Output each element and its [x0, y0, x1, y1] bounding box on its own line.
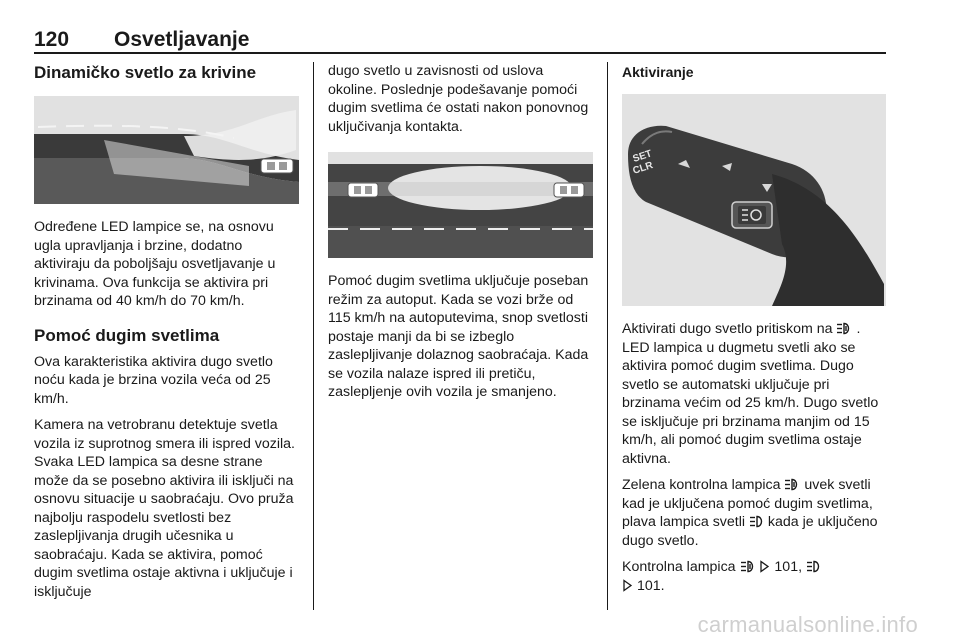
page-header [34, 22, 886, 52]
highway-mode-illustration [328, 152, 593, 258]
text-green-c: kada je uključeno dugo svetlo. [622, 514, 878, 549]
section-heading-activation: Aktiviranje [622, 64, 694, 80]
column-1 [34, 62, 299, 609]
paragraph-camera-detection: Kamera na vetrobranu detektuje svetla vozila iz suprotnog smera ili ispred vozila. Svaka LED lampica sa desne strane može da se posebno aktivira ili isključi na osnovu situacije u saobraćaju. Ovo pruža najbolju raspodelu svetlosti bez zaslepljivanja drugih učesnika u saobraćaju. Kada se aktivira, pomoć dugim svetlima ostaje aktivna i uključuje i isključuje [34, 417, 296, 600]
page-number: 120 [34, 28, 70, 51]
paragraph-indicator-reference: Kontrolna lampica 101, 101. [622, 558, 888, 595]
text-activate-a: Aktivirati dugo svetlo pritiskom na [622, 321, 837, 337]
section-heading-high-beam-assist: Pomoć dugim svetlima [34, 325, 220, 345]
page-reference-arrow-icon [622, 579, 633, 592]
page-reference-1[interactable]: 101 [774, 559, 799, 575]
chapter-title: Osvetljavanje [114, 28, 250, 51]
column-3 [622, 62, 888, 603]
light-switch-stalk-illustration [622, 94, 886, 306]
auto-high-beam-icon [740, 560, 756, 573]
stalk-set-label: SET [631, 148, 654, 165]
stalk-clr-label: CLR [631, 160, 655, 177]
auto-high-beam-icon [784, 478, 800, 491]
paragraph-activate-high-beam [622, 320, 888, 468]
paragraph-dynamic-light: Određene LED lampice se, na osnovu ugla upravljanja i brzine, dodatno aktiviraju da poboljšaju osvetljavanje u krivinama. Ova funkcija se aktivira pri brzinama od 40 km/h do 70 km/h. [34, 219, 276, 309]
high-beam-icon [749, 515, 764, 528]
paragraph-continued: dugo svetlo u zavisnosti od uslova okoline. Poslednje podešavanje pomoći dugim svetlima će ostati nakon ponovnog uključivanja kontakta. [328, 63, 589, 135]
column-2 [328, 62, 593, 410]
header-rule [34, 52, 886, 54]
column-divider-2 [607, 62, 608, 610]
text-indicator-a: Kontrolna lampica [622, 559, 740, 575]
section-heading-dynamic-light: Dinamičko svetlo za krivine [34, 63, 257, 82]
text-green-b: uvek svetli kad je uključena pomoć dugim svetlima, plava lampica svetli [622, 477, 873, 530]
cornering-light-illustration [34, 96, 299, 204]
auto-high-beam-icon [836, 322, 852, 335]
watermark: carmanualsonline.info [697, 612, 918, 637]
text-activate-b: . LED lampica u dugmetu svetli ako se aktivira pomoć dugim svetlima. Dugo svetlo se automatski uključuje pri brzinama većim od 25 km/h. Dugo svetlo se isključuje pri brzinama manjim od 15 km/h, ali pomoć dugim svetlima ostaje aktivna. [622, 321, 879, 467]
paragraph-high-beam-assist-intro: Ova karakteristika aktivira dugo svetlo noću kada je brzina vozila veća od 25 km/h. [34, 353, 273, 407]
text-green-a: Zelena kontrolna lampica [622, 477, 785, 493]
paragraph-highway-mode: Pomoć dugim svetlima uključuje poseban režim za autoput. Kada se vozi brže od 115 km/h na autoputevima, snop svetlosti postaje manji da bi se izbeglo zaslepljivanje dolaznog saobraćaja. Kada se vozila nalaze ispred ili pretiču, zaslepljenje ovih vozila je smanjeno. [328, 273, 589, 400]
page-reference-2[interactable]: 101 [636, 577, 661, 594]
column-divider-1 [313, 62, 314, 610]
high-beam-icon [806, 560, 821, 573]
paragraph-green-indicator [622, 476, 888, 550]
page-reference-arrow-icon [759, 560, 770, 573]
